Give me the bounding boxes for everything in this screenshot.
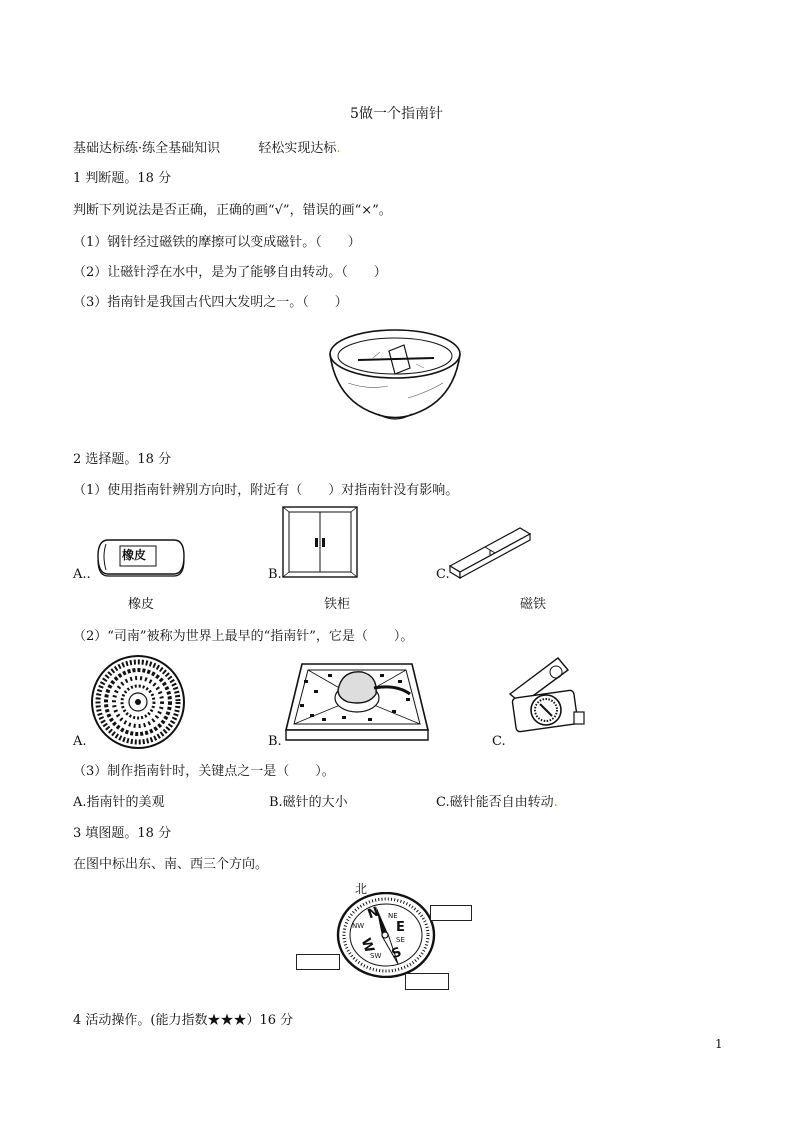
answer-box-west[interactable] <box>296 954 340 970</box>
compass-letter-nw: NW <box>352 922 365 930</box>
q4-heading: 4 活动操作。(能力指数★★★）16 分 <box>73 1013 294 1028</box>
page-number: 1 <box>715 1037 723 1051</box>
q2-sub1-option-a-caption: 橡皮 <box>128 597 155 612</box>
iron-cabinet-illustration <box>280 504 360 580</box>
compass-letter-s: S <box>389 944 404 963</box>
q1-item-3: （3）指南针是我国古代四大发明之一。（ ） <box>73 295 348 310</box>
bar-magnet-illustration <box>448 522 532 580</box>
eraser-image-text: 橡皮 <box>122 548 147 562</box>
q1-heading: 1 判断题。18 分 <box>73 171 172 186</box>
q2-sub1-option-c-caption: 磁铁 <box>520 597 547 612</box>
page-title: 5做一个指南针 <box>350 106 443 122</box>
q2-sub3-option-b: B.磁针的大小 <box>269 795 348 810</box>
compass-letter-w: W <box>357 936 377 955</box>
sinan-spoon-illustration <box>282 660 432 744</box>
answer-box-south[interactable] <box>405 973 449 990</box>
compass-letter-e: E <box>396 920 405 935</box>
compass-diagram <box>336 892 436 978</box>
answer-box-east[interactable] <box>430 905 472 921</box>
q1-item-2: （2）让磁针浮在水中，是为了能够自由转动。（ ） <box>73 265 387 280</box>
q3-instruction: 在图中标出东、南、西三个方向。 <box>73 857 269 872</box>
q2-heading: 2 选择题。18 分 <box>73 452 172 467</box>
subtitle: 基础达标练·练全基础知识 轻松实现达标. <box>73 141 341 156</box>
q2-sub2-option-c: C. <box>492 734 506 749</box>
q3-heading: 3 填图题。18 分 <box>73 826 172 841</box>
subtitle-left: 基础达标练·练全基础知识 <box>73 141 221 156</box>
q2-sub3-option-c: C.磁针能否自由转动. <box>436 795 558 810</box>
modern-compass-illustration <box>500 654 592 738</box>
q1-item-1: （1）钢针经过磁铁的摩擦可以变成磁针。（ ） <box>73 235 361 250</box>
compass-letter-ne: NE <box>388 912 398 920</box>
floating-needle-bowl-illustration <box>328 328 462 426</box>
compass-letter-se: SE <box>396 936 405 944</box>
q2-sub1-stem: （1）使用指南针辨别方向时，附近有（ ）对指南针没有影响。 <box>73 483 459 498</box>
q2-sub2-option-b: B. <box>268 734 282 749</box>
q2-sub3-stem: （3）制作指南针时，关键点之一是（ ）。 <box>73 764 335 779</box>
subtitle-right: 轻松实现达标 <box>258 141 337 156</box>
q2-sub2-option-a: A. <box>73 734 87 749</box>
q2-sub1-option-c-letter: C. <box>436 567 450 582</box>
luopan-compass-illustration <box>90 654 186 750</box>
compass-letter-n: N <box>365 904 382 923</box>
q2-sub2-stem: （2）“司南”被称为世界上最早的“指南针”，它是（ ）。 <box>73 629 414 644</box>
q1-instruction: 判断下列说法是否正确，正确的画“√”，错误的画“×”。 <box>73 203 392 218</box>
q2-sub1-option-a-letter: A.. <box>73 567 91 582</box>
compass-north-label: 北 <box>355 882 368 896</box>
q2-sub1-option-b-caption: 铁柜 <box>324 597 351 612</box>
compass-letter-sw: SW <box>370 952 382 960</box>
q2-sub1-option-b-letter: B. <box>268 567 282 582</box>
q2-sub3-option-a: A.指南针的美观 <box>73 795 165 810</box>
